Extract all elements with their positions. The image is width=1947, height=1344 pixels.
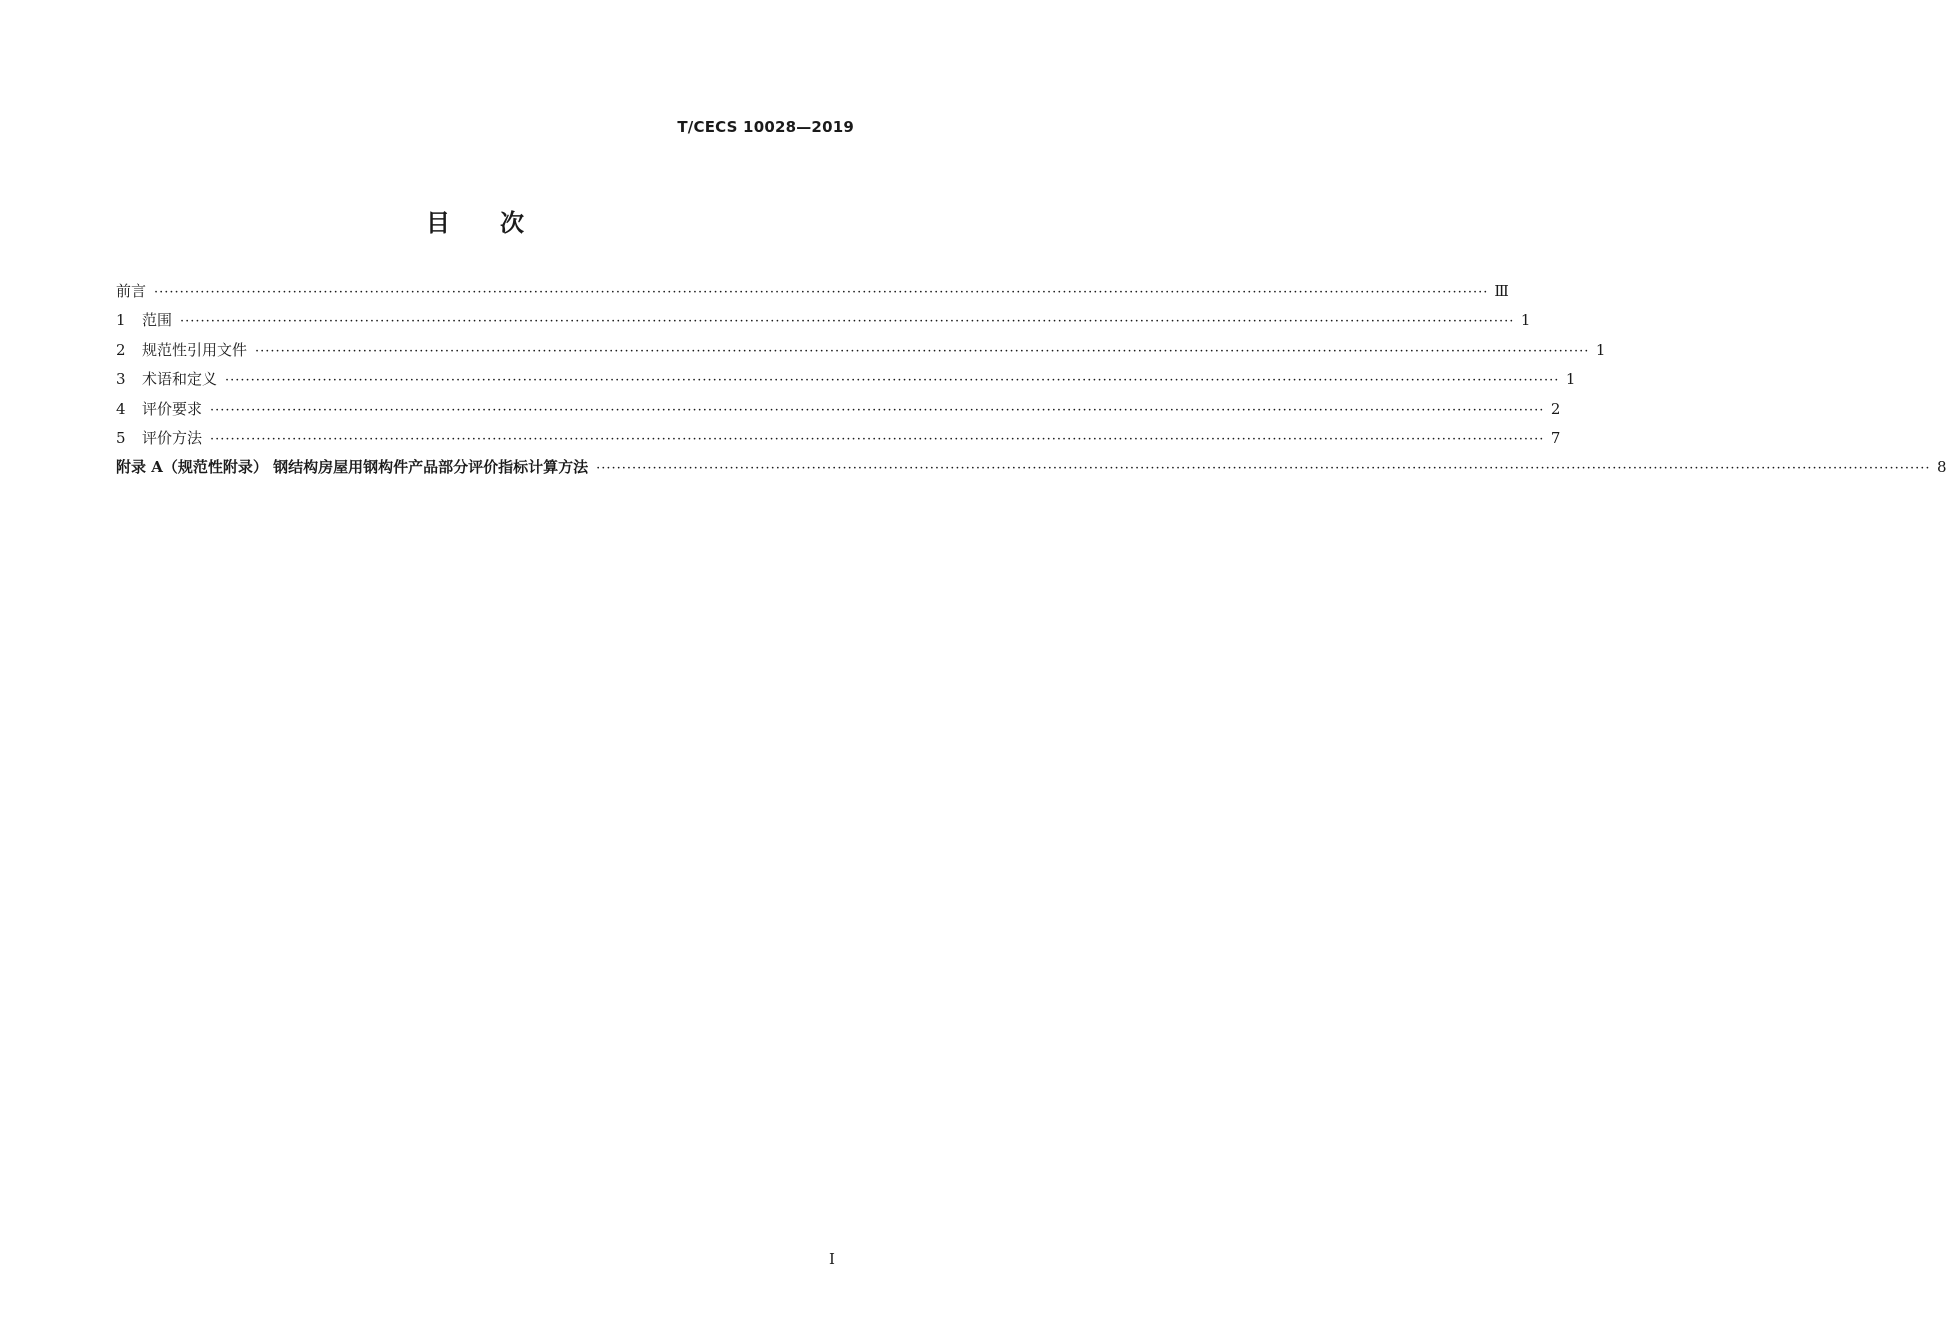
toc-dot-leader: ···································································································································································································································································· [210, 431, 1545, 447]
toc-entry[interactable] [116, 398, 1561, 427]
toc-dot-leader: ···································································································································································································································································· [225, 373, 1560, 389]
toc-entry-page: Ⅲ [1494, 282, 1509, 300]
toc-entry[interactable] [116, 368, 1576, 397]
toc-entry-number: 2 [116, 340, 126, 359]
page-number: Ⅰ [829, 1250, 835, 1268]
toc-entry-page: 7 [1550, 428, 1561, 447]
toc-entry-page: 8 [1936, 458, 1947, 477]
toc-entry[interactable] [116, 427, 1561, 456]
toc-entry-number: 4 [116, 399, 126, 418]
toc-entry-page: 1 [1520, 311, 1531, 330]
toc-entry-page: 1 [1565, 370, 1576, 389]
toc-entry[interactable] [116, 339, 1606, 368]
toc-entry-label: 规范性引用文件 [142, 340, 248, 359]
toc-entry-label: 附录 A（规范性附录） 钢结构房屋用钢构件产品部分评价指标计算方法 [116, 458, 589, 477]
toc-dot-leader: ···································································································································································································································································· [180, 314, 1515, 330]
toc-entry-page: 2 [1550, 399, 1561, 418]
toc-entry-label: 评价要求 [142, 399, 203, 418]
toc-entry-number: 1 [116, 311, 126, 330]
toc-entry[interactable] [116, 280, 1509, 309]
toc-entry-label: 范围 [142, 311, 173, 330]
table-of-contents [116, 280, 1947, 486]
toc-entry-label: 前言 [116, 282, 147, 300]
toc-entry[interactable] [116, 456, 1947, 485]
toc-dot-leader: ···································································································································································································································································· [596, 461, 1931, 477]
toc-dot-leader: ···································································································································································································································································· [210, 402, 1545, 418]
toc-entry-label: 术语和定义 [142, 370, 218, 389]
toc-dot-leader: ···································································································································································································································································· [154, 285, 1489, 300]
toc-entry-page: 1 [1595, 340, 1606, 359]
toc-entry-number: 3 [116, 370, 126, 389]
toc-entry[interactable] [116, 309, 1531, 338]
toc-entry-label: 评价方法 [142, 428, 203, 447]
toc-entry-number: 5 [116, 428, 126, 447]
toc-dot-leader: ···································································································································································································································································· [255, 343, 1590, 359]
document-code: T/CECS 10028—2019 [677, 118, 854, 136]
page-title: 目次 [426, 209, 574, 237]
